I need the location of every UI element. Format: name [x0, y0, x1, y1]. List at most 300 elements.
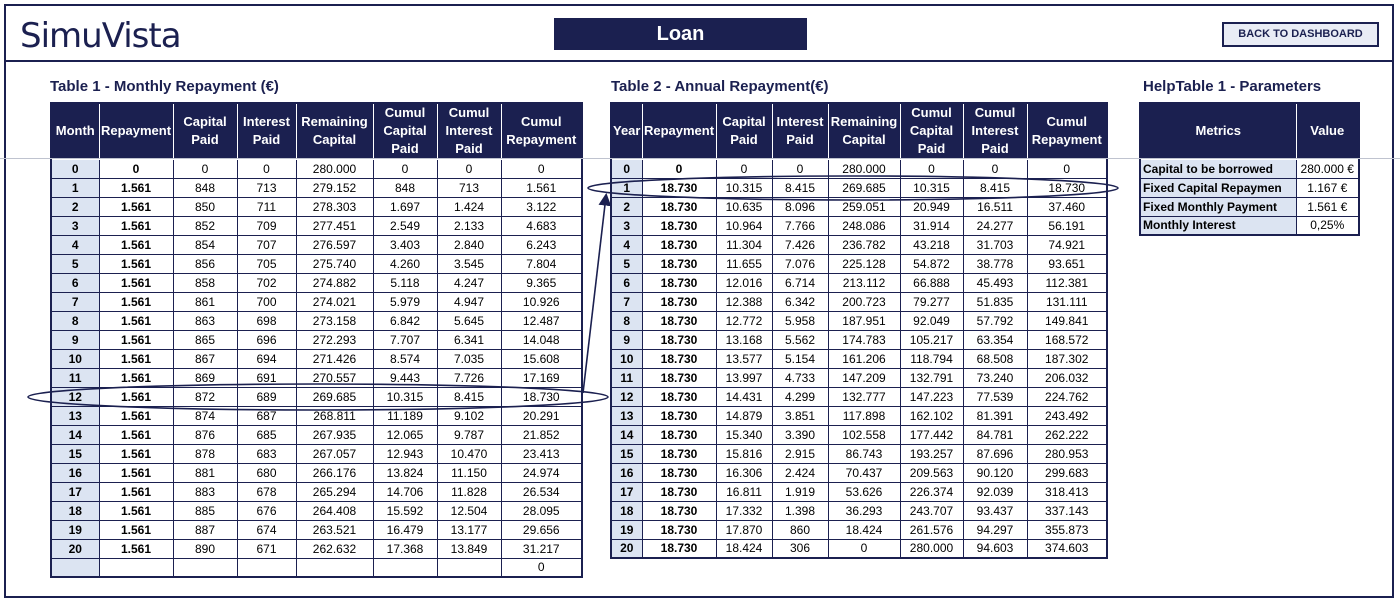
- table1-cell: 4.683: [501, 216, 582, 235]
- table-row: [51, 558, 582, 577]
- table2-cell: 19: [611, 520, 642, 539]
- annual-repayment-table: [610, 102, 1108, 559]
- table1-cell: 15: [51, 444, 99, 463]
- table2-cell: 18.730: [642, 406, 716, 425]
- table2-cell: 200.723: [828, 292, 900, 311]
- table1-cell: 674: [237, 520, 296, 539]
- table1-cell: 0: [173, 159, 237, 178]
- table2-cell: 243.707: [900, 501, 963, 520]
- table2-cell: 318.413: [1027, 482, 1107, 501]
- table2-header-7: Cumul Repayment: [1027, 103, 1107, 159]
- table-row: [51, 254, 582, 273]
- table1-cell: 5.645: [437, 311, 501, 330]
- table2-cell: 2: [611, 197, 642, 216]
- table1-cell: 848: [373, 178, 437, 197]
- table1-cell: 865: [173, 330, 237, 349]
- table2-cell: 18.730: [642, 368, 716, 387]
- table1-cell: 1.561: [99, 178, 173, 197]
- table-row: [611, 406, 1107, 425]
- table2-cell: 51.835: [963, 292, 1027, 311]
- table2-cell: 16.306: [716, 463, 772, 482]
- table2-cell: 18.730: [642, 216, 716, 235]
- table2-cell: 1: [611, 178, 642, 197]
- table-row: [611, 197, 1107, 216]
- table1-cell: [296, 558, 373, 577]
- table1-cell: 263.521: [296, 520, 373, 539]
- table1-cell: 14.048: [501, 330, 582, 349]
- table1-cell: 876: [173, 425, 237, 444]
- table1-cell: 17.169: [501, 368, 582, 387]
- table-row: [51, 178, 582, 197]
- help_table-cell: Capital to be borrowed: [1140, 159, 1296, 178]
- table1-cell: 8.574: [373, 349, 437, 368]
- table1-cell: 269.685: [296, 387, 373, 406]
- table2-cell: 18.730: [642, 520, 716, 539]
- table2-cell: 4.733: [772, 368, 828, 387]
- table1-header-7: Cumul Repayment: [501, 103, 582, 159]
- table-row: [611, 254, 1107, 273]
- table2-cell: 70.437: [828, 463, 900, 482]
- table1-cell: 852: [173, 216, 237, 235]
- table1-cell: 7.726: [437, 368, 501, 387]
- table2-cell: 18.730: [642, 482, 716, 501]
- table1-cell: 31.217: [501, 539, 582, 558]
- table1-header-2: Capital Paid: [173, 103, 237, 159]
- table2-cell: 17.870: [716, 520, 772, 539]
- table2-cell: 168.572: [1027, 330, 1107, 349]
- table1-cell: 13.824: [373, 463, 437, 482]
- table2-cell: 18.730: [642, 539, 716, 558]
- table1-cell: 1.561: [99, 330, 173, 349]
- table-row: [611, 463, 1107, 482]
- table1-cell: 705: [237, 254, 296, 273]
- table-row: [611, 216, 1107, 235]
- table-row: [51, 159, 582, 178]
- table2-cell: 13.168: [716, 330, 772, 349]
- table2-cell: 93.437: [963, 501, 1027, 520]
- table2-header-1: Repayment: [642, 103, 716, 159]
- table1-cell: 2: [51, 197, 99, 216]
- table2-cell: 94.297: [963, 520, 1027, 539]
- table-row: [1140, 197, 1359, 216]
- table-row: [611, 520, 1107, 539]
- table-row: [611, 539, 1107, 558]
- table1-cell: 9.787: [437, 425, 501, 444]
- table1-cell: 0: [501, 558, 582, 577]
- table1-cell: 1: [51, 178, 99, 197]
- table1-cell: 12.943: [373, 444, 437, 463]
- table1-cell: 702: [237, 273, 296, 292]
- table1-cell: 13.177: [437, 520, 501, 539]
- table1-cell: 24.974: [501, 463, 582, 482]
- table2-cell: 6.714: [772, 273, 828, 292]
- table2-cell: 53.626: [828, 482, 900, 501]
- table1-cell: 271.426: [296, 349, 373, 368]
- table2-cell: 10.315: [900, 178, 963, 197]
- table2-cell: 4.299: [772, 387, 828, 406]
- table1-cell: 6.243: [501, 235, 582, 254]
- table2-cell: 18.424: [716, 539, 772, 558]
- table1-cell: 856: [173, 254, 237, 273]
- table1-cell: 9.365: [501, 273, 582, 292]
- table2-cell: 132.791: [900, 368, 963, 387]
- table2-header-3: Interest Paid: [772, 103, 828, 159]
- table2-cell: 94.603: [963, 539, 1027, 558]
- table2-cell: 225.128: [828, 254, 900, 273]
- table2-cell: 16.511: [963, 197, 1027, 216]
- table1-cell: 278.303: [296, 197, 373, 216]
- table1-cell: 3.122: [501, 197, 582, 216]
- table-row: [611, 311, 1107, 330]
- parameters-help-table: [1139, 102, 1360, 236]
- table1-cell: [237, 558, 296, 577]
- table2-cell: 20: [611, 539, 642, 558]
- table2-cell: 2.424: [772, 463, 828, 482]
- table2-cell: 38.778: [963, 254, 1027, 273]
- table1-cell: 1.561: [99, 387, 173, 406]
- table1-cell: [437, 558, 501, 577]
- table2-cell: 63.354: [963, 330, 1027, 349]
- table2-cell: 162.102: [900, 406, 963, 425]
- table2-cell: 20.949: [900, 197, 963, 216]
- table2-cell: 18.730: [642, 254, 716, 273]
- table-row: [51, 501, 582, 520]
- table2-header-4: Remaining Capital: [828, 103, 900, 159]
- table1-cell: 6: [51, 273, 99, 292]
- table1-cell: 0: [99, 159, 173, 178]
- table2-title: Table 2 - Annual Repayment(€): [611, 78, 829, 95]
- table2-cell: 299.683: [1027, 463, 1107, 482]
- table2-cell: 54.872: [900, 254, 963, 273]
- table2-cell: 105.217: [900, 330, 963, 349]
- table1-cell: 4.247: [437, 273, 501, 292]
- table1-cell: 1.561: [99, 273, 173, 292]
- table1-cell: 1.561: [99, 349, 173, 368]
- table1-cell: 266.176: [296, 463, 373, 482]
- table1-cell: 887: [173, 520, 237, 539]
- table1-cell: 5: [51, 254, 99, 273]
- table1-cell: 10.315: [373, 387, 437, 406]
- table1-cell: 861: [173, 292, 237, 311]
- table2-cell: 117.898: [828, 406, 900, 425]
- table1-header-0: Month: [51, 103, 99, 159]
- table1-cell: 883: [173, 482, 237, 501]
- table-row: [51, 311, 582, 330]
- table1-cell: 11.189: [373, 406, 437, 425]
- table-row: [611, 292, 1107, 311]
- table1-cell: 4.947: [437, 292, 501, 311]
- table2-cell: 43.218: [900, 235, 963, 254]
- table2-cell: 18.730: [642, 273, 716, 292]
- table-row: [611, 349, 1107, 368]
- table2-cell: 14.431: [716, 387, 772, 406]
- sheet-guide-line: [0, 158, 1400, 159]
- table-row: [611, 444, 1107, 463]
- table2-cell: 261.576: [900, 520, 963, 539]
- table1-cell: 280.000: [296, 159, 373, 178]
- table2-cell: 18.730: [642, 330, 716, 349]
- table-row: [611, 159, 1107, 178]
- table1-cell: 267.057: [296, 444, 373, 463]
- table2-cell: 18.730: [642, 463, 716, 482]
- table2-cell: 13: [611, 406, 642, 425]
- table2-cell: 3.851: [772, 406, 828, 425]
- table2-cell: 0: [963, 159, 1027, 178]
- table2-cell: 81.391: [963, 406, 1027, 425]
- table2-cell: 6.342: [772, 292, 828, 311]
- table1-cell: 890: [173, 539, 237, 558]
- table-row: [51, 406, 582, 425]
- table2-cell: 7.426: [772, 235, 828, 254]
- table-row: [51, 387, 582, 406]
- table1-cell: 1.424: [437, 197, 501, 216]
- table1-cell: 18.730: [501, 387, 582, 406]
- table1-cell: 11.828: [437, 482, 501, 501]
- table2-cell: 280.000: [900, 539, 963, 558]
- table2-cell: 74.921: [1027, 235, 1107, 254]
- table2-cell: 193.257: [900, 444, 963, 463]
- table1-cell: 874: [173, 406, 237, 425]
- table1-cell: 885: [173, 501, 237, 520]
- table2-cell: 8.415: [772, 178, 828, 197]
- table1-cell: 0: [237, 159, 296, 178]
- table2-cell: 68.508: [963, 349, 1027, 368]
- table1-cell: 1.561: [99, 520, 173, 539]
- table-row: [611, 368, 1107, 387]
- table1-cell: 5.979: [373, 292, 437, 311]
- table1-cell: 11: [51, 368, 99, 387]
- table2-cell: 18.730: [1027, 178, 1107, 197]
- table2-cell: 0: [828, 539, 900, 558]
- table1-cell: 264.408: [296, 501, 373, 520]
- table2-cell: 280.000: [828, 159, 900, 178]
- table1-cell: 678: [237, 482, 296, 501]
- table2-cell: 66.888: [900, 273, 963, 292]
- table1-cell: 1.561: [99, 197, 173, 216]
- table1-cell: 14.706: [373, 482, 437, 501]
- table1-cell: 10.926: [501, 292, 582, 311]
- table2-cell: 7.766: [772, 216, 828, 235]
- page-title: Loan: [554, 18, 807, 50]
- table1-header-4: Remaining Capital: [296, 103, 373, 159]
- table2-cell: 12.388: [716, 292, 772, 311]
- table1-cell: 878: [173, 444, 237, 463]
- table1-cell: 23.413: [501, 444, 582, 463]
- table1-cell: 270.557: [296, 368, 373, 387]
- table2-cell: 18.730: [642, 444, 716, 463]
- table1-cell: 272.293: [296, 330, 373, 349]
- table2-cell: 306: [772, 539, 828, 558]
- table1-cell: 713: [437, 178, 501, 197]
- table1-cell: 8.415: [437, 387, 501, 406]
- table1-cell: 12.487: [501, 311, 582, 330]
- table1-cell: 12: [51, 387, 99, 406]
- table2-cell: 10.635: [716, 197, 772, 216]
- table1-header-5: Cumul Capital Paid: [373, 103, 437, 159]
- table2-cell: 132.777: [828, 387, 900, 406]
- table1-cell: 0: [437, 159, 501, 178]
- table1-cell: 268.811: [296, 406, 373, 425]
- table2-cell: 9: [611, 330, 642, 349]
- table2-cell: 6: [611, 273, 642, 292]
- table2-cell: 31.914: [900, 216, 963, 235]
- table1-cell: 4.260: [373, 254, 437, 273]
- table1-cell: 13: [51, 406, 99, 425]
- table2-cell: 18.730: [642, 501, 716, 520]
- table1-cell: 8: [51, 311, 99, 330]
- table2-cell: 248.086: [828, 216, 900, 235]
- table1-cell: 671: [237, 539, 296, 558]
- table-row: [51, 539, 582, 558]
- table1-cell: 7.035: [437, 349, 501, 368]
- table-row: [51, 273, 582, 292]
- table2-cell: 0: [772, 159, 828, 178]
- table2-cell: 11.304: [716, 235, 772, 254]
- table1-cell: 854: [173, 235, 237, 254]
- table2-cell: 161.206: [828, 349, 900, 368]
- table2-cell: 118.794: [900, 349, 963, 368]
- table1-cell: 262.632: [296, 539, 373, 558]
- table2-cell: 4: [611, 235, 642, 254]
- table1-cell: 863: [173, 311, 237, 330]
- table1-cell: 12.504: [437, 501, 501, 520]
- table2-cell: 337.143: [1027, 501, 1107, 520]
- table1-cell: 12.065: [373, 425, 437, 444]
- table2-cell: 209.563: [900, 463, 963, 482]
- table2-cell: 0: [1027, 159, 1107, 178]
- table2-cell: 187.302: [1027, 349, 1107, 368]
- table2-cell: 18.730: [642, 425, 716, 444]
- table-row: [611, 387, 1107, 406]
- table1-cell: 6.842: [373, 311, 437, 330]
- table1-cell: 687: [237, 406, 296, 425]
- table1-cell: 5.118: [373, 273, 437, 292]
- table1-cell: 1.697: [373, 197, 437, 216]
- table1-cell: 273.158: [296, 311, 373, 330]
- table2-cell: 10.964: [716, 216, 772, 235]
- table2-cell: 10: [611, 349, 642, 368]
- table2-cell: 12: [611, 387, 642, 406]
- table-row: [51, 482, 582, 501]
- table1-cell: 9.443: [373, 368, 437, 387]
- table2-cell: 86.743: [828, 444, 900, 463]
- table2-cell: 112.381: [1027, 273, 1107, 292]
- table1-cell: 1.561: [99, 425, 173, 444]
- table1-cell: 10: [51, 349, 99, 368]
- table2-cell: 84.781: [963, 425, 1027, 444]
- table1-cell: 267.935: [296, 425, 373, 444]
- help_table-cell: 1.167 €: [1296, 178, 1359, 197]
- back-to-dashboard-button[interactable]: BACK TO DASHBOARD: [1222, 22, 1379, 47]
- table1-cell: 685: [237, 425, 296, 444]
- table1-cell: 7.707: [373, 330, 437, 349]
- table1-cell: [99, 558, 173, 577]
- table-row: [51, 330, 582, 349]
- logo: SimuVista: [20, 16, 181, 56]
- table2-cell: 18.424: [828, 520, 900, 539]
- table-row: [1140, 159, 1359, 178]
- table1-cell: 13.849: [437, 539, 501, 558]
- table2-cell: 8.415: [963, 178, 1027, 197]
- table1-cell: 0: [51, 159, 99, 178]
- table1-cell: 20.291: [501, 406, 582, 425]
- table1-cell: 858: [173, 273, 237, 292]
- table2-cell: 14.879: [716, 406, 772, 425]
- table2-cell: 18.730: [642, 197, 716, 216]
- table-row: [611, 178, 1107, 197]
- table2-cell: 16: [611, 463, 642, 482]
- table2-cell: 12.772: [716, 311, 772, 330]
- table1-cell: 14: [51, 425, 99, 444]
- header-bar: [6, 6, 1392, 62]
- table2-header-5: Cumul Capital Paid: [900, 103, 963, 159]
- table2-cell: 3.390: [772, 425, 828, 444]
- table1-cell: [173, 558, 237, 577]
- table1-cell: 10.470: [437, 444, 501, 463]
- table1-cell: 19: [51, 520, 99, 539]
- table1-cell: 2.549: [373, 216, 437, 235]
- table2-cell: 206.032: [1027, 368, 1107, 387]
- table2-cell: 147.223: [900, 387, 963, 406]
- table1-cell: 711: [237, 197, 296, 216]
- table1-cell: 6.341: [437, 330, 501, 349]
- table2-cell: 18.730: [642, 235, 716, 254]
- table2-cell: 5.958: [772, 311, 828, 330]
- table2-cell: 10.315: [716, 178, 772, 197]
- table1-cell: 4: [51, 235, 99, 254]
- table1-cell: 698: [237, 311, 296, 330]
- table1-cell: 683: [237, 444, 296, 463]
- table2-cell: 18.730: [642, 178, 716, 197]
- table2-cell: 0: [642, 159, 716, 178]
- table1-cell: 867: [173, 349, 237, 368]
- table2-cell: 2.915: [772, 444, 828, 463]
- table1-cell: 9: [51, 330, 99, 349]
- table1-cell: 881: [173, 463, 237, 482]
- table1-cell: 28.095: [501, 501, 582, 520]
- table2-cell: 11.655: [716, 254, 772, 273]
- table1-cell: 274.021: [296, 292, 373, 311]
- table-row: [51, 425, 582, 444]
- table2-cell: 8: [611, 311, 642, 330]
- table2-cell: 36.293: [828, 501, 900, 520]
- table1-cell: 1.561: [99, 254, 173, 273]
- table1-cell: 3.545: [437, 254, 501, 273]
- table2-cell: 14: [611, 425, 642, 444]
- table1-cell: 15.608: [501, 349, 582, 368]
- table2-cell: 259.051: [828, 197, 900, 216]
- table2-cell: 860: [772, 520, 828, 539]
- table-row: [1140, 216, 1359, 235]
- table2-cell: 174.783: [828, 330, 900, 349]
- table1-cell: 0: [373, 159, 437, 178]
- help_table-cell: 1.561 €: [1296, 197, 1359, 216]
- table2-cell: 18.730: [642, 311, 716, 330]
- table2-cell: 18.730: [642, 387, 716, 406]
- table2-cell: 77.539: [963, 387, 1027, 406]
- table2-cell: 73.240: [963, 368, 1027, 387]
- table2-cell: 87.696: [963, 444, 1027, 463]
- table-row: [1140, 178, 1359, 197]
- table1-cell: 0: [501, 159, 582, 178]
- table1-cell: 1.561: [99, 539, 173, 558]
- table2-cell: 224.762: [1027, 387, 1107, 406]
- table1-cell: 691: [237, 368, 296, 387]
- table2-cell: 37.460: [1027, 197, 1107, 216]
- table1-cell: 1.561: [99, 444, 173, 463]
- table1-cell: 1.561: [99, 216, 173, 235]
- monthly-repayment-table: [50, 102, 583, 578]
